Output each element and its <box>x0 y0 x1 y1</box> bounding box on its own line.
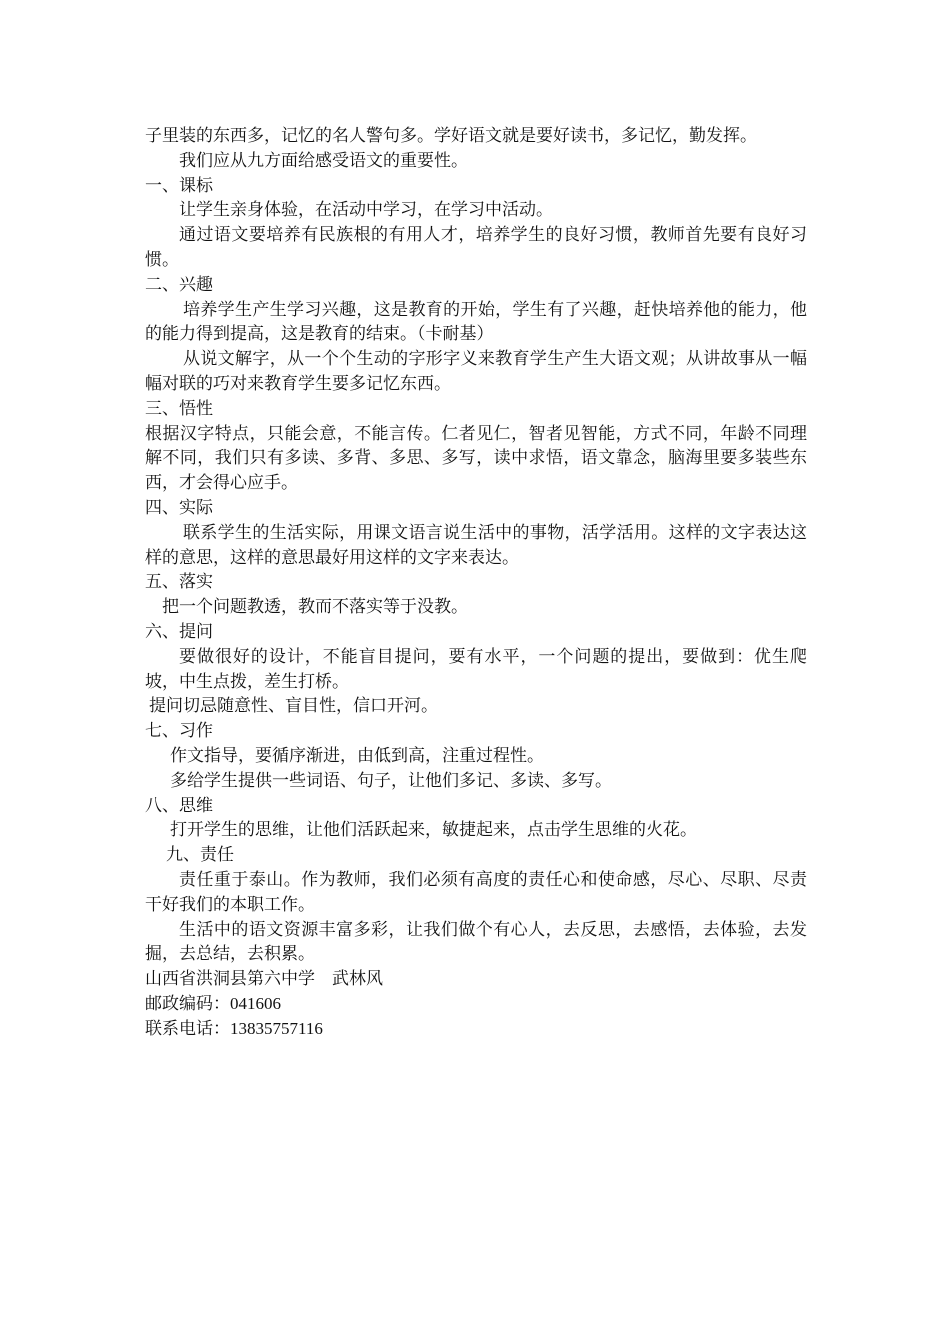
paragraph: 联系学生的生活实际，用课文语言说生活中的事物，活学活用。这样的文字表达这样的意思，这样的意思最好用这样的文字来表达。 <box>145 522 807 568</box>
section-heading-implementation: 五、落实 <box>145 572 213 593</box>
section-heading-curriculum: 一、课标 <box>145 175 213 196</box>
section-heading-questioning: 六、提问 <box>145 621 213 642</box>
paragraph: 责任重于泰山。作为教师，我们必须有高度的责任心和使命感，尽心、尽职、尽责干好我们的本职工作。 <box>145 869 807 915</box>
section-heading-interest: 二、兴趣 <box>145 274 213 295</box>
section-heading-responsibility: 九、责任 <box>166 845 234 866</box>
paragraph: 作文指导，要循序渐进，由低到高，注重过程性。 <box>170 745 544 766</box>
paragraph: 提问切忌随意性、盲目性，信口开河。 <box>149 696 438 717</box>
paragraph: 通过语文要培养有民族根的有用人才，培养学生的良好习惯，教师首先要有良好习惯。 <box>145 225 807 270</box>
postal-code: 邮政编码：041606 <box>145 993 281 1013</box>
section-heading-writing: 七、习作 <box>145 721 213 742</box>
paragraph: 要做很好的设计，不能盲目提问，要有水平，一个问题的提出，要做到：优生爬坡，中生点拨，差生打桥。 <box>145 646 807 692</box>
paragraph: 多给学生提供一些词语、句子，让他们多记、多读、多写。 <box>170 770 612 791</box>
paragraph-overview: 我们应从九方面给感受语文的重要性。 <box>179 150 468 171</box>
paragraph-intro-end: 子里装的东西多，记忆的名人警句多。学好语文就是要好读书，多记忆，勤发挥。 <box>145 126 757 146</box>
document-body <box>145 124 807 1041</box>
paragraph: 从说文解字，从一个个生动的字形字义来教育学生产生大语文观；从讲故事从一幅幅对联的巧对来教育学生要多记忆东西。 <box>145 349 807 394</box>
section-heading-reality: 四、实际 <box>145 497 213 518</box>
section-heading-thinking: 八、思维 <box>145 795 213 816</box>
phone-number: 联系电话：13835757116 <box>145 1018 323 1038</box>
paragraph: 培养学生产生学习兴趣，这是教育的开始，学生有了兴趣，赶快培养他的能力，他的能力得到提高，这是教育的结束。（卡耐基） <box>145 299 807 345</box>
paragraph: 把一个问题教透，教而不落实等于没教。 <box>162 597 468 618</box>
author-affiliation: 山西省洪洞县第六中学 武林风 <box>145 969 383 989</box>
paragraph: 根据汉字特点，只能会意，不能言传。仁者见仁，智者见智能，方式不同，年龄不同理解不同，我们只有多读、多背、多思、多写，读中求悟，语文靠念，脑海里要多装些东西，才会得心应手。 <box>145 423 807 494</box>
section-heading-insight: 三、悟性 <box>145 398 213 419</box>
paragraph: 让学生亲身体验，在活动中学习，在学习中活动。 <box>179 200 553 221</box>
paragraph: 生活中的语文资源丰富多彩，让我们做个有心人，去反思，去感悟，去体验，去发掘，去总结，去积累。 <box>145 919 807 965</box>
paragraph: 打开学生的思维，让他们活跃起来，敏捷起来，点击学生思维的火花。 <box>170 820 697 841</box>
